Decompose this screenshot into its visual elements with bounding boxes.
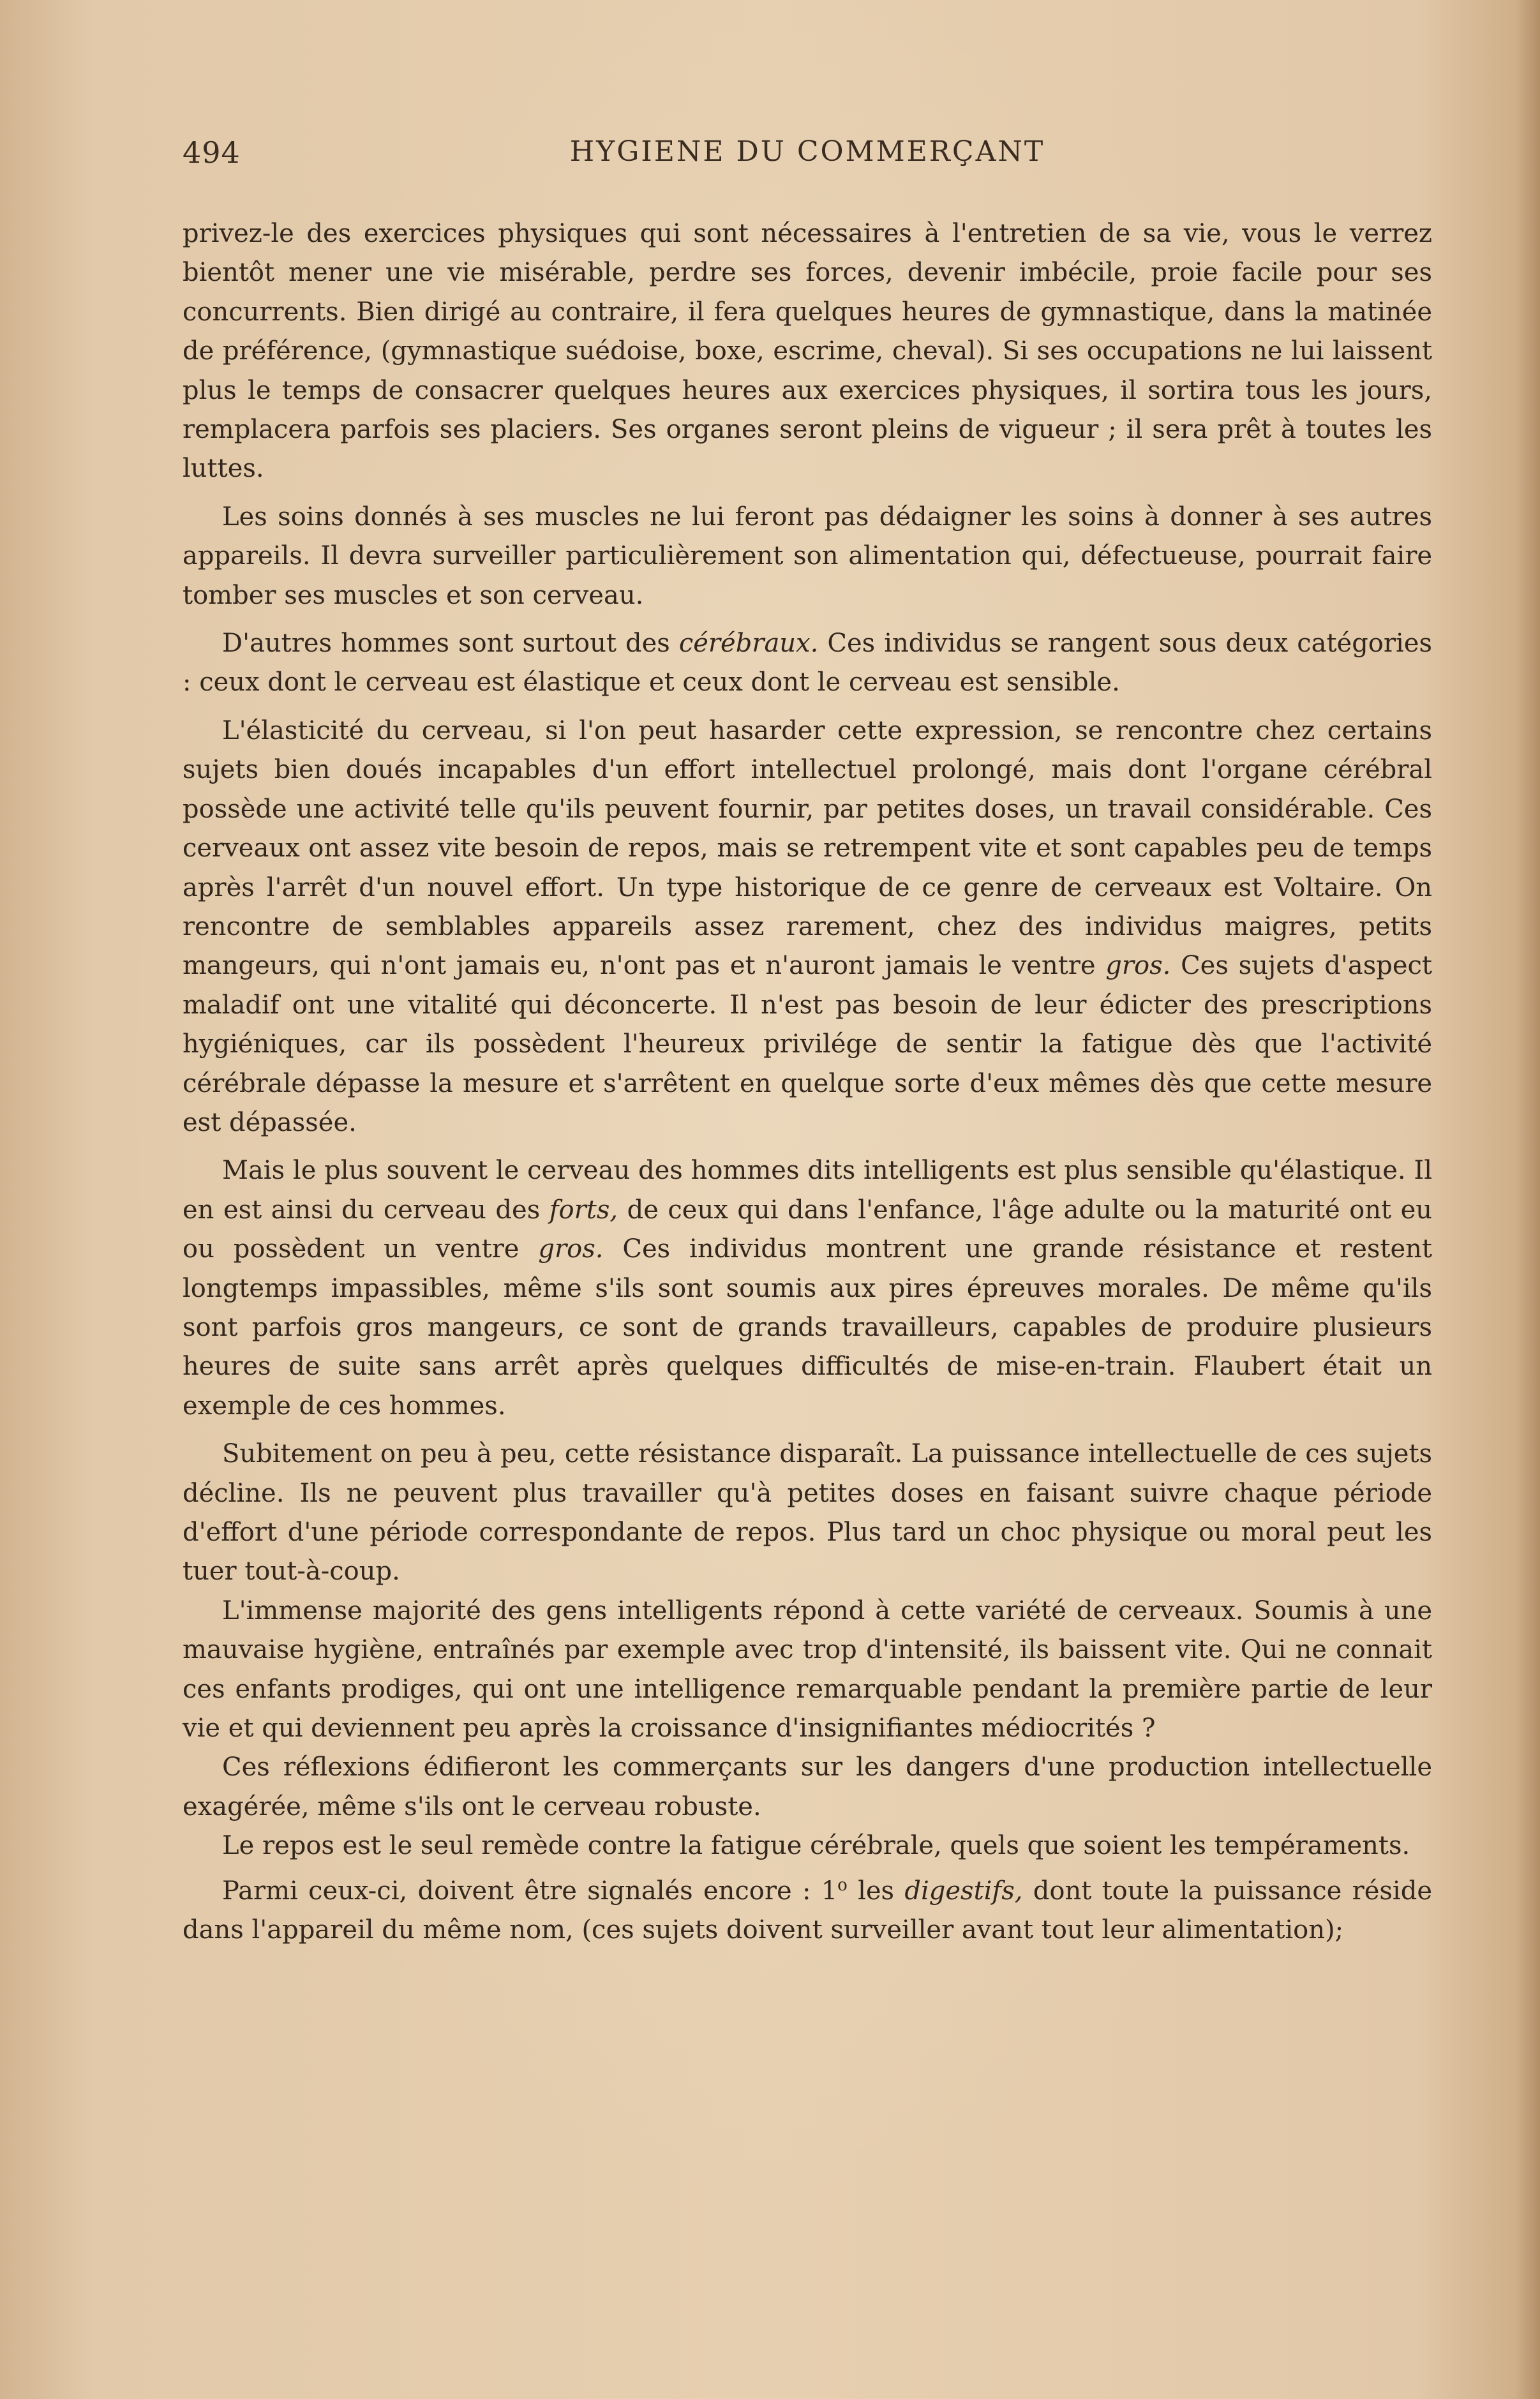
paragraph-5-italic-b: gros. xyxy=(538,1234,604,1264)
paragraph-4-text-b: Ces sujets d'aspect maladif ont une vitalité qui déconcerte. Il n'est pas besoin de leur édicter des prescriptions hygiéniques, car ils possèdent l'heureux privilége de sentir la fatigue dès que l'activité cérébrale dépasse la mesure et s'arrêtent en quelque sorte d'eux mêmes dès que cette mesure est dépassée. xyxy=(183,951,1432,1137)
paragraph-8: Ces réflexions édifieront les commerçants sur les dangers d'une production intellectuelle exagérée, même s'ils ont le cerveau robuste. xyxy=(183,1753,1432,1821)
paragraph-10-text-a: Parmi ceux-ci, doivent être signalés encore : 1 xyxy=(222,1876,838,1906)
paragraph-4-italic: gros. xyxy=(1105,951,1171,981)
running-title: HYGIENE DU COMMERÇANT xyxy=(569,135,1045,168)
paragraph-5-text-c: Ces individus montrent une grande résistance et restent longtemps impassibles, même s'ils sont soumis aux pires épreuves morales. De même qu'ils sont parfois gros mangeurs, ce sont de grands travailleurs, capables de produire plusieurs heures de suite sans arrêt après quelques difficultés de mise-en-train. Flaubert était un exemple de ces hommes. xyxy=(183,1234,1433,1421)
paragraph-6: Subitement on peu à peu, cette résistance disparaît. La puissance intellectuelle de ces sujets décline. Ils ne peuvent plus travailler qu'à petites doses en faisant suivre chaque période d'effort d'une période correspondante de repos. Plus tard un choc physique ou moral peut les tuer tout-à-coup. xyxy=(183,1439,1432,1587)
paragraph-10-text-b: les xyxy=(847,1876,905,1906)
paragraph-4 xyxy=(183,712,1432,1142)
paragraph-4-text-a: L'élasticité du cerveau, si l'on peut hasarder cette expression, se rencontre chez certains sujets bien doués incapables d'un effort intellectuel prolongé, mais dont l'organe cérébral possède une activité telle qu'ils peuvent fournir, par petites doses, un travail considérable. Ces cerveaux ont assez vite besoin de repos, mais se retrempent vite et sont capables peu de temps après l'arrêt d'un nouvel effort. Un type historique de ce genre de cerveaux est Voltaire. On rencontre de semblables appareils assez rarement, chez des individus maigres, petits mangeurs, qui n'ont jamais eu, n'ont pas et n'auront jamais le ventre xyxy=(183,715,1432,981)
paragraph-5-italic-a: forts, xyxy=(549,1195,618,1225)
page-header xyxy=(183,135,1432,180)
paragraph-2: Les soins donnés à ses muscles ne lui feront pas dédaigner les soins à donner à ses autres appareils. Il devra surveiller particulièrement son alimentation qui, défectueuse, pourrait faire tomber ses muscles et son cerveau. xyxy=(183,502,1432,610)
paragraph-10-italic: digestifs, xyxy=(904,1876,1023,1906)
paragraph-5-text-a: Mais le plus souvent le cerveau des hommes dits intelligents est plus sensible qu'élastique. Il en est ainsi du cerveau des xyxy=(183,1156,1432,1225)
page-number: 494 xyxy=(183,135,241,170)
paragraph-3-text-a: D'autres hommes sont surtout des xyxy=(222,629,679,659)
paragraph-3-italic: cérébraux. xyxy=(678,629,819,659)
paragraph-5-text-b: de ceux qui dans l'enfance, l'âge adulte ou la maturité ont eu ou possèdent un ventre xyxy=(183,1195,1432,1264)
paragraph-3-text-b: Ces individus se rangent sous deux catégories : ceux dont le cerveau est élastique et ceux dont le cerveau est sensible. xyxy=(183,629,1432,698)
body-text xyxy=(183,214,1432,1950)
paragraph-10-text-c: dont toute la puissance réside dans l'appareil du même nom, (ces sujets doivent surveiller avant tout leur alimentation); xyxy=(183,1876,1432,1945)
paragraph-1: privez-le des exercices physiques qui sont nécessaires à l'entretien de sa vie, vous le verrez bientôt mener une vie misérable, perdre ses forces, devenir imbécile, proie facile pour ses concurrents. Bien dirigé au contraire, il fera quelques heures de gymnastique, dans la matinée de préférence, (gymnastique suédoise, boxe, escrime, cheval). Si ses occupations ne lui laissent plus le temps de consacrer quelques heures aux exercices physiques, il sortira tous les jours, remplacera parfois ses placiers. Ses organes seront pleins de vigueur ; il sera prêt à toutes les luttes. xyxy=(183,219,1432,484)
paragraph-7: L'immense majorité des gens intelligents répond à cette variété de cerveaux. Soumis à une mauvaise hygiène, entraînés par exemple avec trop d'intensité, ils baissent vite. Qui ne connait ces enfants prodiges, qui ont une intelligence remarquable pendant la première partie de leur vie et qui deviennent peu après la croissance d'insignifiantes médiocrités ? xyxy=(183,1596,1432,1744)
paragraph-5 xyxy=(183,1151,1432,1426)
paragraph-9: Le repos est le seul remède contre la fatigue cérébrale, quels que soient les tempéraments. xyxy=(222,1831,1410,1861)
paragraph-10-superscript: o xyxy=(837,1875,848,1895)
paragraph-3 xyxy=(183,624,1432,703)
page-edge-shadow xyxy=(1516,0,1540,2399)
paragraph-10 xyxy=(183,1866,1432,1950)
